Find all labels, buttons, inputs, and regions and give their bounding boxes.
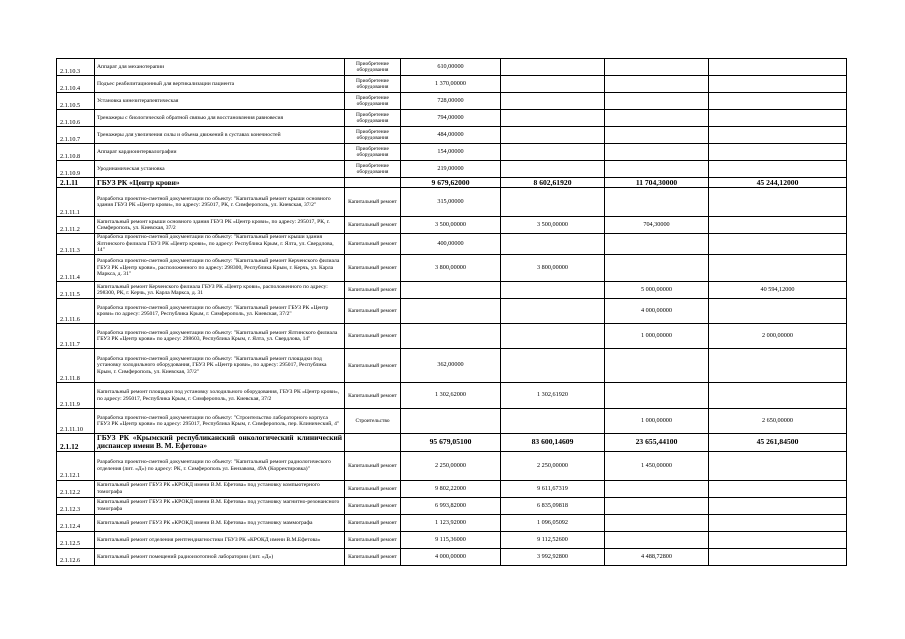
table-row xyxy=(57,349,847,383)
value-col-4 xyxy=(709,383,847,409)
value-col-3 xyxy=(605,93,709,110)
value-col-2 xyxy=(501,282,605,299)
row-number: 2.1.10.9 xyxy=(57,161,95,178)
value-col-4 xyxy=(709,76,847,93)
value-col-1: 154,00000 xyxy=(401,144,501,161)
row-name: Разработка проектно-сметной документации по объекту: "Капитальный ремонт площадки под установку холодильного оборудования, ГБУЗ РК «Центр крови», по адресу: 295017, Республика Крым, г. Симферополь, ул. Киевская, 37/2" xyxy=(95,349,345,383)
table-row xyxy=(57,127,847,144)
row-number: 2.1.10.8 xyxy=(57,144,95,161)
table-row xyxy=(57,451,847,480)
row-number: 2.1.11.4 xyxy=(57,255,95,282)
value-col-3: 4 488,72800 xyxy=(605,548,709,565)
row-type: Приобретение оборудования xyxy=(345,93,401,110)
group-row xyxy=(57,434,847,452)
value-col-1: 4 000,00000 xyxy=(401,548,501,565)
value-col-2 xyxy=(501,299,605,324)
row-number: 2.1.12.4 xyxy=(57,514,95,531)
table-row xyxy=(57,217,847,234)
value-col-1: 95 679,05100 xyxy=(401,434,501,452)
row-type: Капитальный ремонт xyxy=(345,451,401,480)
value-col-4 xyxy=(709,531,847,548)
value-col-4 xyxy=(709,127,847,144)
value-col-1: 1 302,62000 xyxy=(401,383,501,409)
value-col-1: 9 115,36000 xyxy=(401,531,501,548)
row-type: Капитальный ремонт xyxy=(345,324,401,349)
row-name: Капитальный ремонт ГБУЗ РК «КРОКД имени В.М. Ефетова» под установку маммографа xyxy=(95,514,345,531)
row-type: Приобретение оборудования xyxy=(345,110,401,127)
value-col-4 xyxy=(709,144,847,161)
value-col-3: 704,30000 xyxy=(605,217,709,234)
value-col-4 xyxy=(709,497,847,514)
value-col-3: 1 000,00000 xyxy=(605,409,709,434)
row-name: Капитальный ремонт помещений радиоизотопной лаборатории (лит. «Д») xyxy=(95,548,345,565)
row-name: Тренажеры для увеличения силы и объема движений в суставах конечностей xyxy=(95,127,345,144)
value-col-1: 219,00000 xyxy=(401,161,501,178)
value-col-3 xyxy=(605,255,709,282)
value-col-4 xyxy=(709,217,847,234)
row-number: 2.1.10.5 xyxy=(57,93,95,110)
table-row xyxy=(57,59,847,76)
row-type: Капитальный ремонт xyxy=(345,514,401,531)
value-col-2 xyxy=(501,144,605,161)
row-type: Капитальный ремонт xyxy=(345,497,401,514)
value-col-1: 1 370,00000 xyxy=(401,76,501,93)
row-number: 2.1.11.1 xyxy=(57,188,95,217)
row-name: Разработка проектно-сметной документации по объекту: "Капитальный ремонт Ялтинского филиала ГБУЗ РК «Центр крови» по адресу: 298603, Республика Крым, г. Ялта, ул. Свердлова, 14" xyxy=(95,324,345,349)
table-row xyxy=(57,76,847,93)
row-number: 2.1.11 xyxy=(57,178,95,188)
value-col-4 xyxy=(709,548,847,565)
value-col-4 xyxy=(709,110,847,127)
value-col-1: 9 679,62000 xyxy=(401,178,501,188)
value-col-3 xyxy=(605,110,709,127)
row-name: Разработка проектно-сметной документации по объекту: "Строительство лабораторного корпуса ГБУЗ РК «Центр крови» по адресу: 295017, Республика Крым, г. Симферополь, пер. Клинический, 4" xyxy=(95,409,345,434)
row-number: 2.1.11.3 xyxy=(57,234,95,255)
value-col-3 xyxy=(605,531,709,548)
row-number: 2.1.11.9 xyxy=(57,383,95,409)
table-row xyxy=(57,383,847,409)
value-col-2: 3 500,00000 xyxy=(501,217,605,234)
budget-table xyxy=(56,58,847,566)
row-name: Уродинамическая установка xyxy=(95,161,345,178)
row-number: 2.1.11.6 xyxy=(57,299,95,324)
row-type: Приобретение оборудования xyxy=(345,127,401,144)
value-col-3: 11 704,30000 xyxy=(605,178,709,188)
value-col-3: 4 000,00000 xyxy=(605,299,709,324)
table-row xyxy=(57,188,847,217)
value-col-4 xyxy=(709,234,847,255)
row-name: Подъес реабилитационный для вертикализации пациента xyxy=(95,76,345,93)
row-number: 2.1.12.6 xyxy=(57,548,95,565)
row-type: Приобретение оборудования xyxy=(345,59,401,76)
value-col-1: 9 802,22000 xyxy=(401,480,501,497)
row-name: Разработка проектно-сметной документации по объекту: "Капитальный ремонт радиологического отделения (лит. «Д») по адресу: РК, г. Симферополь ул. Бензавова, 49А (Корректировка)" xyxy=(95,451,345,480)
row-name: Разработка проектно-сметной документации по объекту: "Капитальный ремонт крыши здания Ялтинского филиала ГБУЗ РК «Центр крови», по адресу: Республика Крым, г. Ялта, ул. Свердлова, 14" xyxy=(95,234,345,255)
value-col-1 xyxy=(401,299,501,324)
value-col-4: 45 261,84500 xyxy=(709,434,847,452)
row-name: Разработка проектно-сметной документации по объекту: "Капитальный ремонт крыши основного здания ГБУЗ РК «Центр крови», по адресу: 295017, РК, г. Симферополь, ул. Киевская, 37/2" xyxy=(95,188,345,217)
value-col-2 xyxy=(501,234,605,255)
value-col-1 xyxy=(401,324,501,349)
table-row xyxy=(57,234,847,255)
row-number: 2.1.11.2 xyxy=(57,217,95,234)
row-type: Капитальный ремонт xyxy=(345,548,401,565)
group-row xyxy=(57,178,847,188)
value-col-2 xyxy=(501,188,605,217)
value-col-4 xyxy=(709,514,847,531)
row-type: Капитальный ремонт xyxy=(345,234,401,255)
table-body xyxy=(57,59,847,566)
value-col-4 xyxy=(709,255,847,282)
row-number: 2.1.10.7 xyxy=(57,127,95,144)
row-number: 2.1.10.3 xyxy=(57,59,95,76)
value-col-1: 3 500,00000 xyxy=(401,217,501,234)
value-col-2: 3 800,00000 xyxy=(501,255,605,282)
value-col-3 xyxy=(605,383,709,409)
row-name: Разработка проектно-сметной документации по объекту: "Капитальный ремонт Керченского филиала ГБУЗ РК «Центр крови», расположенного по адресу: 298300, Республика Крым, г. Керчь, ул. Карла Маркса, д. 31" xyxy=(95,255,345,282)
row-type: Капитальный ремонт xyxy=(345,383,401,409)
value-col-4 xyxy=(709,349,847,383)
row-number: 2.1.12.1 xyxy=(57,451,95,480)
table-row xyxy=(57,144,847,161)
row-name: Аппарат для механотерапии xyxy=(95,59,345,76)
value-col-3: 1 450,00000 xyxy=(605,451,709,480)
row-number: 2.1.11.8 xyxy=(57,349,95,383)
value-col-4: 2 000,00000 xyxy=(709,324,847,349)
value-col-1: 2 250,00000 xyxy=(401,451,501,480)
row-type: Капитальный ремонт xyxy=(345,255,401,282)
table-row xyxy=(57,299,847,324)
value-col-4 xyxy=(709,93,847,110)
row-name: Капитальный ремонт Керченского филиала ГБУЗ РК «Центр крови», расположенного по адресу: 298300, РК, г. Керчь, ул. Карла Маркса, д. 31 xyxy=(95,282,345,299)
row-name: Капитальный ремонт крыши основного здания ГБУЗ РК «Центр крови», по адресу: 295017, РК, г. Симферополь, ул. Киевская, 37/2 xyxy=(95,217,345,234)
value-col-2 xyxy=(501,93,605,110)
value-col-1: 794,00000 xyxy=(401,110,501,127)
row-name: Установка кинезитерапевтическая xyxy=(95,93,345,110)
value-col-3 xyxy=(605,480,709,497)
row-type: Приобретение оборудования xyxy=(345,76,401,93)
table-row xyxy=(57,161,847,178)
value-col-2 xyxy=(501,76,605,93)
budget-table-page xyxy=(56,58,846,566)
row-type: Приобретение оборудования xyxy=(345,144,401,161)
value-col-3 xyxy=(605,161,709,178)
value-col-2: 83 600,14609 xyxy=(501,434,605,452)
row-name: ГБУЗ РК «Крымский республиканский онкологический клинический диспансер имени В. М. Ефетова» xyxy=(95,434,345,452)
value-col-4 xyxy=(709,188,847,217)
table-row xyxy=(57,324,847,349)
row-number: 2.1.11.5 xyxy=(57,282,95,299)
value-col-1 xyxy=(401,409,501,434)
value-col-3: 1 000,00000 xyxy=(605,324,709,349)
value-col-3: 5 000,00000 xyxy=(605,282,709,299)
row-type: Строительство xyxy=(345,409,401,434)
table-row xyxy=(57,255,847,282)
value-col-3 xyxy=(605,59,709,76)
row-number: 2.1.12 xyxy=(57,434,95,452)
value-col-2 xyxy=(501,161,605,178)
value-col-2 xyxy=(501,409,605,434)
row-type: Капитальный ремонт xyxy=(345,282,401,299)
row-type xyxy=(345,178,401,188)
value-col-3 xyxy=(605,514,709,531)
value-col-2: 9 611,67319 xyxy=(501,480,605,497)
row-type: Капитальный ремонт xyxy=(345,480,401,497)
row-number: 2.1.11.10 xyxy=(57,409,95,434)
value-col-1: 400,00000 xyxy=(401,234,501,255)
value-col-2: 3 992,92800 xyxy=(501,548,605,565)
row-name: ГБУЗ РК «Центр крови» xyxy=(95,178,345,188)
value-col-2: 6 835,09818 xyxy=(501,497,605,514)
value-col-3 xyxy=(605,497,709,514)
value-col-2: 1 302,61920 xyxy=(501,383,605,409)
row-type: Приобретение оборудования xyxy=(345,161,401,178)
value-col-2 xyxy=(501,127,605,144)
value-col-2 xyxy=(501,324,605,349)
row-name: Разработка проектно-сметной документации по объекту: "Капитальный ремонт ГБУЗ РК «Центр крови» по адресу: 295017, Республика Крым, г. Симферополь, ул. Киевская, 37/2" xyxy=(95,299,345,324)
value-col-2: 2 250,00000 xyxy=(501,451,605,480)
value-col-4 xyxy=(709,59,847,76)
value-col-2 xyxy=(501,110,605,127)
table-row xyxy=(57,282,847,299)
row-type: Капитальный ремонт xyxy=(345,349,401,383)
row-type xyxy=(345,434,401,452)
value-col-1: 6 993,82000 xyxy=(401,497,501,514)
row-number: 2.1.11.7 xyxy=(57,324,95,349)
row-name: Капитальный ремонт ГБУЗ РК «КРОКД имени В.М. Ефетова» под установку компьютерного томографа xyxy=(95,480,345,497)
row-number: 2.1.10.6 xyxy=(57,110,95,127)
value-col-4 xyxy=(709,299,847,324)
row-number: 2.1.10.4 xyxy=(57,76,95,93)
value-col-1: 1 123,92000 xyxy=(401,514,501,531)
value-col-4 xyxy=(709,451,847,480)
value-col-3 xyxy=(605,188,709,217)
value-col-2 xyxy=(501,349,605,383)
value-col-2 xyxy=(501,59,605,76)
value-col-1: 315,00000 xyxy=(401,188,501,217)
row-name: Капитальный ремонт площадки под установку холодильного оборудования, ГБУЗ РК «Центр крови», по адресу: 295017, Республика Крым, г. Симферополь, ул. Киевская, 37/2 xyxy=(95,383,345,409)
row-name: Капитальный ремонт ГБУЗ РК «КРОКД имени В.М. Ефетова» под установку магнитно-резонансного томографа xyxy=(95,497,345,514)
row-type: Капитальный ремонт xyxy=(345,217,401,234)
value-col-3: 23 655,44100 xyxy=(605,434,709,452)
table-row xyxy=(57,93,847,110)
table-row xyxy=(57,514,847,531)
row-name: Тренажеры с биологической обратной связью для восстановления равновесия xyxy=(95,110,345,127)
row-number: 2.1.12.3 xyxy=(57,497,95,514)
table-row xyxy=(57,409,847,434)
value-col-2: 8 602,61920 xyxy=(501,178,605,188)
row-type: Капитальный ремонт xyxy=(345,188,401,217)
value-col-3 xyxy=(605,144,709,161)
value-col-2: 9 112,52600 xyxy=(501,531,605,548)
table-row xyxy=(57,531,847,548)
value-col-3 xyxy=(605,349,709,383)
value-col-1: 362,00000 xyxy=(401,349,501,383)
row-number: 2.1.12.5 xyxy=(57,531,95,548)
value-col-1 xyxy=(401,282,501,299)
table-row xyxy=(57,480,847,497)
value-col-3 xyxy=(605,127,709,144)
table-row xyxy=(57,110,847,127)
row-type: Капитальный ремонт xyxy=(345,299,401,324)
value-col-1: 728,00000 xyxy=(401,93,501,110)
value-col-4: 45 244,12000 xyxy=(709,178,847,188)
value-col-1: 3 800,00000 xyxy=(401,255,501,282)
row-number: 2.1.12.2 xyxy=(57,480,95,497)
value-col-3 xyxy=(605,76,709,93)
value-col-4 xyxy=(709,161,847,178)
value-col-4: 40 594,12000 xyxy=(709,282,847,299)
value-col-3 xyxy=(605,234,709,255)
row-name: Капитальный ремонт отделения рентгендиагностики ГБУЗ РК «КРОКД имени В.М.Ефетова» xyxy=(95,531,345,548)
value-col-4 xyxy=(709,480,847,497)
table-row xyxy=(57,497,847,514)
row-name: Аппарат кардиоинтервалографии xyxy=(95,144,345,161)
row-type: Капитальный ремонт xyxy=(345,531,401,548)
value-col-1: 484,00000 xyxy=(401,127,501,144)
value-col-2: 1 096,05092 xyxy=(501,514,605,531)
value-col-1: 610,00000 xyxy=(401,59,501,76)
table-row xyxy=(57,548,847,565)
value-col-4: 2 650,00000 xyxy=(709,409,847,434)
